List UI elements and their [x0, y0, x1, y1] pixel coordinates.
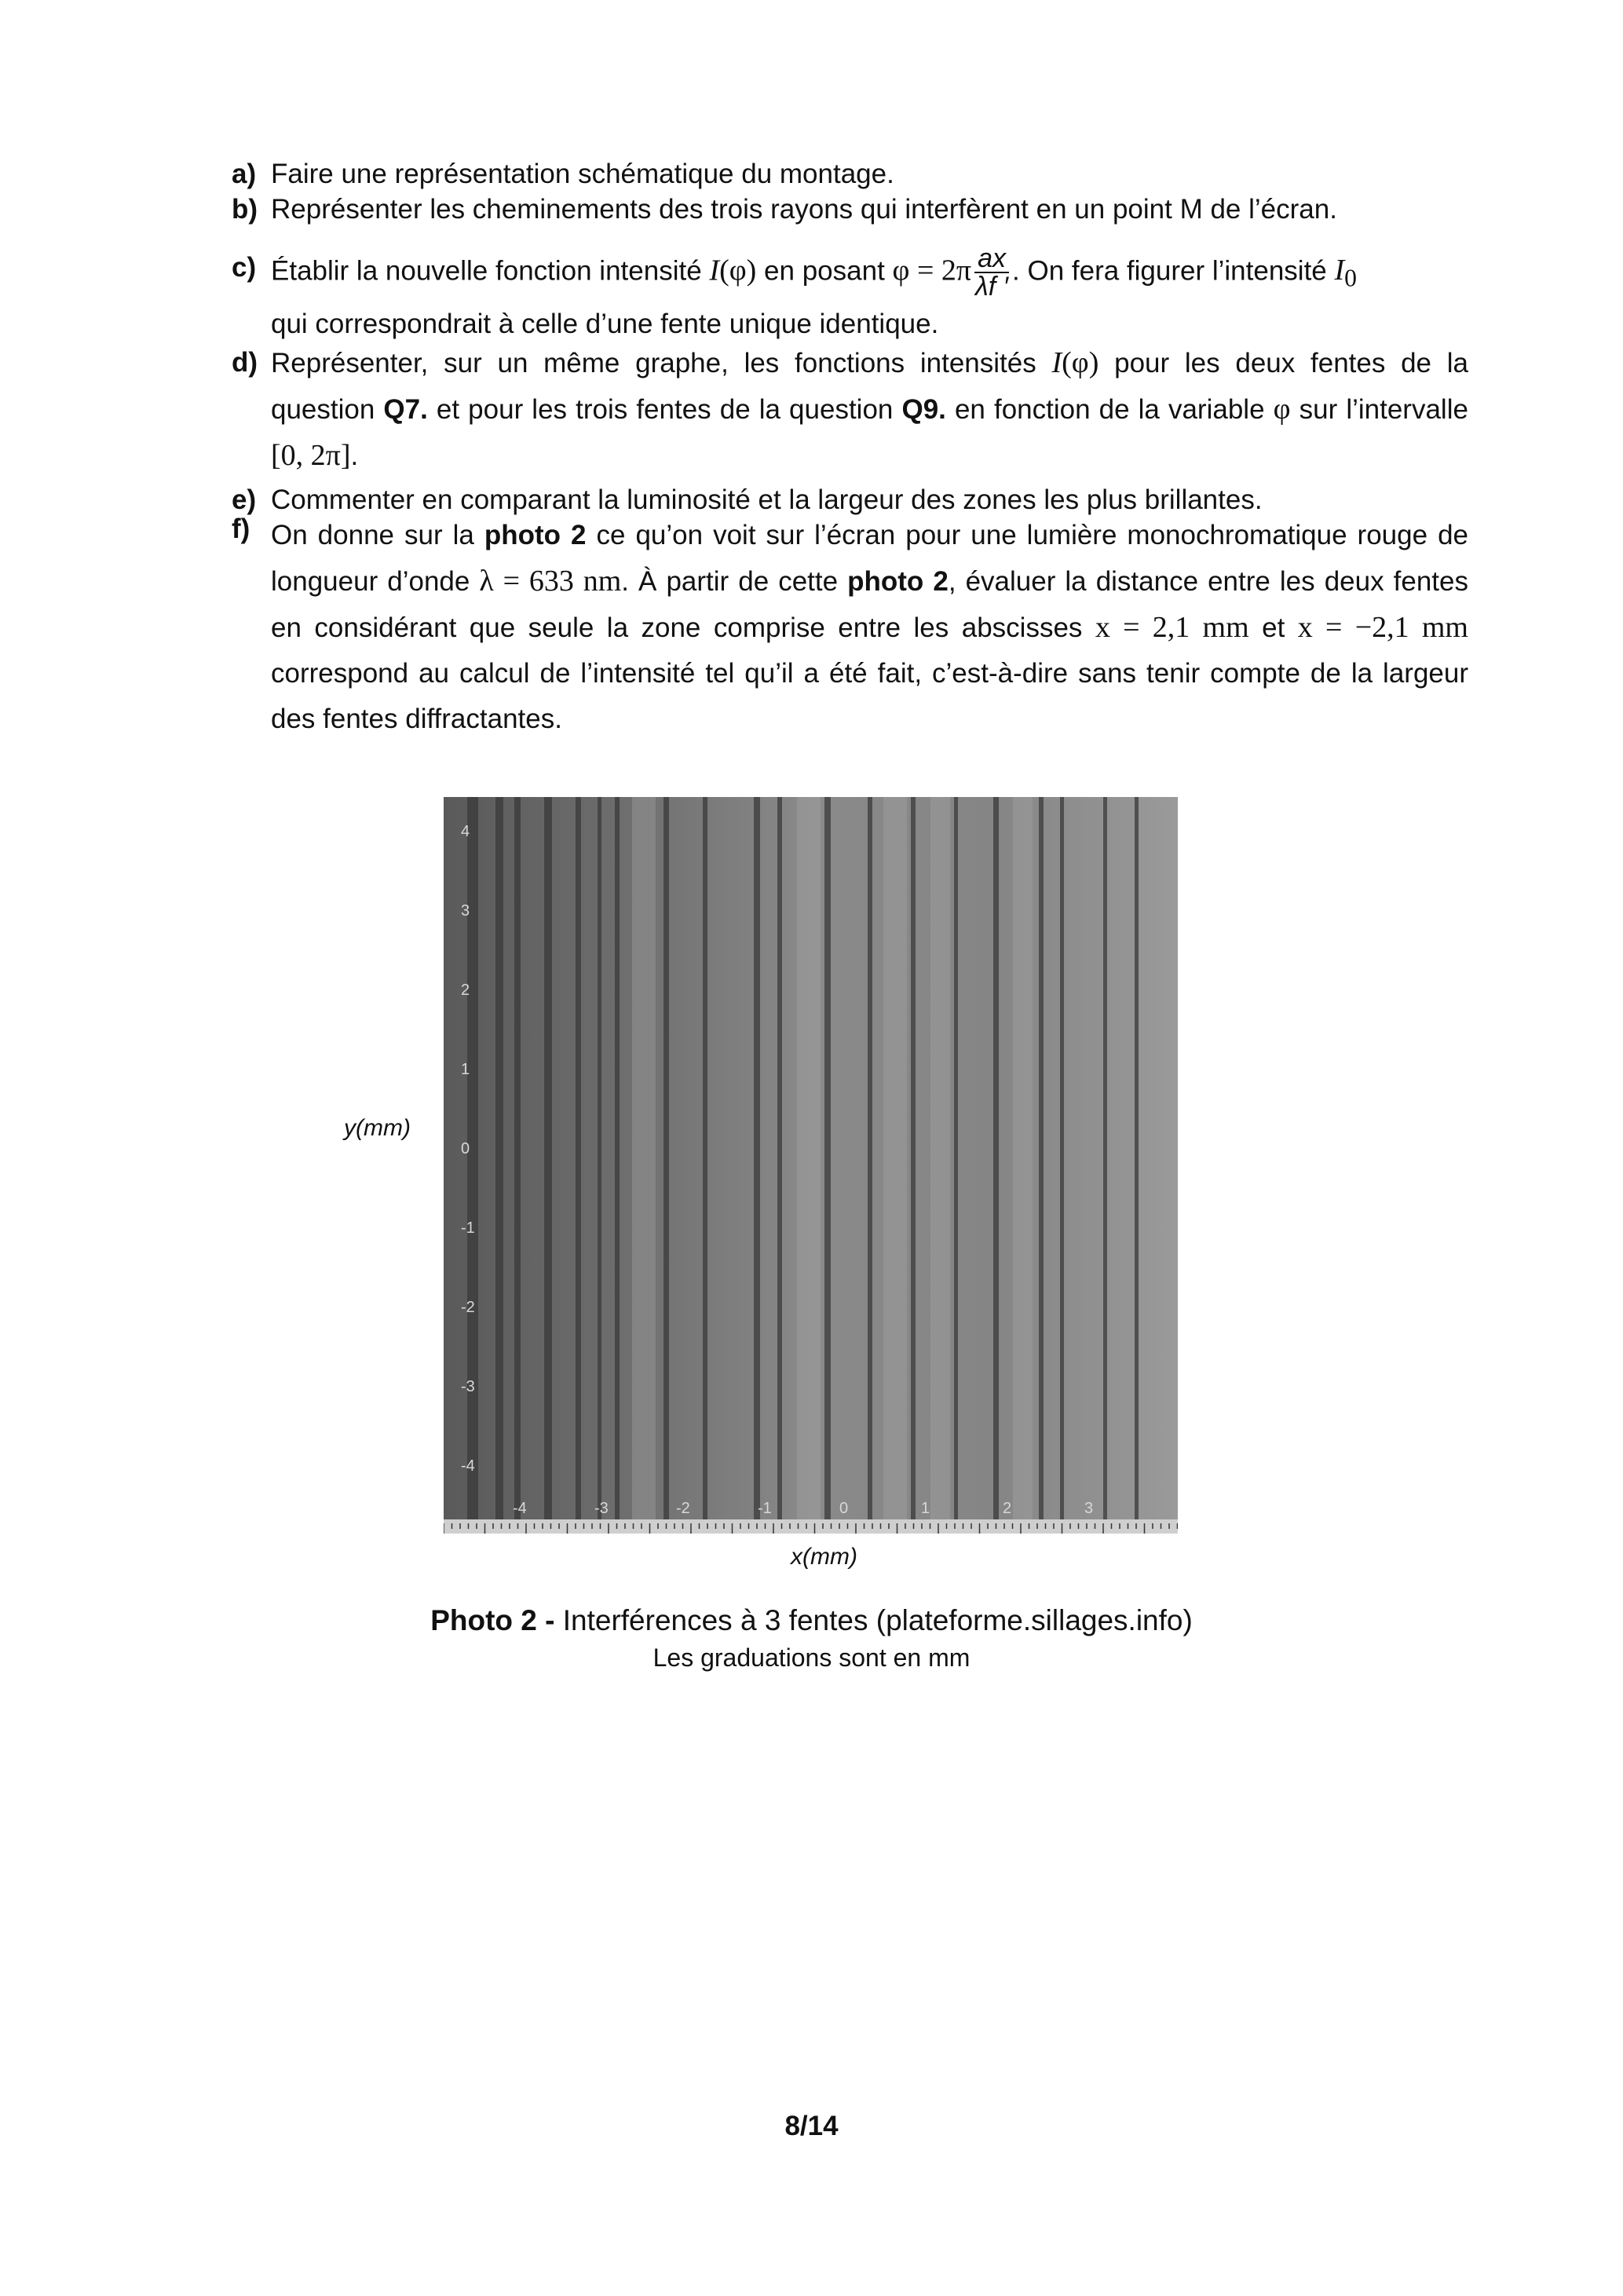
question-c-text — [271, 245, 1468, 347]
dark-fringe — [777, 797, 782, 1519]
x-ruler — [444, 1519, 1178, 1534]
question-f-text-4: , évaluer la distance entre les deux fentes en considérant que seule la zone comprise entre les abscisses — [271, 566, 1468, 643]
question-f-text-6: correspond au calcul de l’intensité tel qu’il a été fait, c’est-à-dire sans tenir compte de la largeur des fentes diffractantes. — [271, 658, 1468, 734]
x-tick-label: -3 — [594, 1500, 609, 1517]
question-d-label: d) — [232, 347, 258, 378]
y-tick-label: -1 — [461, 1219, 475, 1237]
dark-fringe — [544, 797, 552, 1519]
y-axis-label-text: y(mm) — [344, 1115, 411, 1141]
question-c-text-3: . On fera figurer l’intensité — [1012, 255, 1327, 287]
y-tick-label: 2 — [461, 982, 470, 999]
phi-symbol: φ — [1273, 393, 1291, 426]
x-axis-label-text: x(mm) — [791, 1544, 857, 1570]
question-f-label: f) — [232, 514, 250, 544]
question-f-text-1: On donne sur la — [271, 520, 474, 550]
question-d-text-1: Représenter, sur un même graphe, les fonctions intensités — [271, 348, 1036, 378]
y-tick-label: -4 — [461, 1457, 475, 1475]
intensity-function — [709, 254, 756, 287]
question-e-label: e) — [232, 484, 257, 515]
dark-fringe — [663, 797, 669, 1519]
phase-fraction — [974, 245, 1009, 300]
y-tick-label: 4 — [461, 823, 470, 840]
bright-band — [883, 797, 907, 1519]
interference-photo — [444, 797, 1178, 1534]
y-tick-label: 3 — [461, 902, 470, 919]
intensity-symbol: I — [1051, 346, 1062, 379]
dark-fringe — [954, 797, 958, 1519]
question-d — [232, 340, 1468, 479]
intensity-ref-subscript: 0 — [1344, 264, 1357, 292]
dark-fringe — [1060, 797, 1064, 1519]
question-ref-q9: Q9. — [901, 394, 946, 425]
question-e — [232, 484, 1468, 517]
x-axis-label — [791, 1544, 857, 1570]
dark-fringe — [495, 797, 503, 1519]
dark-fringe — [1103, 797, 1107, 1519]
question-b-text: Représenter les cheminements des trois rayons qui interfèrent en un point M de l’écran. — [271, 194, 1337, 225]
wavelength-value: λ = 633 nm — [479, 565, 622, 598]
dark-fringe — [576, 797, 581, 1519]
question-a-label: a) — [232, 159, 257, 189]
x-tick-label: -4 — [513, 1500, 527, 1517]
bright-band — [797, 797, 821, 1519]
question-c-label: c) — [232, 252, 257, 283]
question-d-text-5: sur l’intervalle — [1299, 394, 1468, 425]
question-d-text-3: et pour les trois fentes de la question — [436, 394, 894, 425]
intensity-symbol: I — [709, 254, 720, 287]
question-e-text: Commenter en comparant la luminosité et la largeur des zones les plus brillantes. — [271, 484, 1263, 515]
intensity-reference — [1334, 254, 1357, 292]
question-b-label: b) — [232, 194, 258, 225]
phi-interval: [0, 2π] — [271, 439, 351, 472]
x-tick-label: -2 — [676, 1500, 690, 1517]
question-c — [232, 245, 1468, 347]
bright-band — [632, 797, 656, 1519]
dark-fringe — [703, 797, 707, 1519]
question-d-text — [271, 340, 1468, 479]
dark-fringe — [1039, 797, 1044, 1519]
photo-ref: photo 2 — [484, 520, 587, 550]
x-tick-label: 3 — [1084, 1500, 1094, 1517]
x-tick-label: 0 — [839, 1500, 849, 1517]
caption-text: Interférences à 3 fentes (plateforme.sillages.info) — [554, 1604, 1193, 1636]
caption-bold: Photo 2 - — [430, 1604, 555, 1636]
dark-fringe — [911, 797, 916, 1519]
page-number: 8/14 — [784, 2111, 839, 2141]
x-tick-label: 2 — [1003, 1500, 1012, 1517]
dark-fringe — [824, 797, 831, 1519]
x-tick-label: -1 — [758, 1500, 772, 1517]
question-a-text: Faire une représentation schématique du montage. — [271, 159, 894, 189]
x-tick-label: 1 — [921, 1500, 930, 1517]
fraction-numerator: ax — [974, 245, 1009, 273]
photo-ref-2: photo 2 — [847, 566, 949, 597]
question-f-text-2: ce qu’on voit sur l’écran pour une lumière monochromatique rouge de longueur d’onde — [271, 520, 1468, 597]
intensity-function — [1051, 346, 1098, 379]
y-tick-label: -3 — [461, 1378, 475, 1395]
dark-fringe — [1135, 797, 1139, 1519]
question-f-text — [271, 513, 1468, 742]
bright-band — [930, 797, 950, 1519]
dark-fringe — [598, 797, 601, 1519]
dark-fringe — [868, 797, 872, 1519]
question-d-text-4: en fonction de la variable — [954, 394, 1265, 425]
abscissa-negative: x = −2,1 mm — [1297, 611, 1468, 644]
abscissa-positive: x = 2,1 mm — [1095, 611, 1249, 644]
question-f — [232, 513, 1468, 742]
question-b — [232, 187, 1468, 232]
question-c-text-2: en posant — [764, 255, 885, 287]
question-c-text-1: Établir la nouvelle fonction intensité — [271, 255, 702, 287]
phi-definition: φ = 2π — [892, 254, 972, 287]
dark-fringe — [514, 797, 521, 1519]
bright-band — [1013, 797, 1033, 1519]
photo-caption-sub: Les graduations sont en mm — [652, 1643, 971, 1672]
dark-fringe — [754, 797, 760, 1519]
question-d-text-2: pour les deux fentes de la question — [271, 348, 1468, 425]
y-tick-label: -2 — [461, 1299, 475, 1316]
question-d-text-6: . — [350, 441, 359, 471]
y-tick-label: 0 — [461, 1140, 470, 1157]
question-f-text-5: et — [1262, 612, 1285, 643]
question-f-text-3: . À partir de cette — [621, 566, 839, 597]
y-axis-label — [344, 1115, 411, 1142]
fraction-denominator: λf ′ — [975, 272, 1009, 302]
phi-argument: (φ) — [719, 254, 757, 287]
y-tick-label: 1 — [461, 1061, 470, 1078]
dark-fringe — [615, 797, 620, 1519]
question-ref-q7: Q7. — [383, 394, 428, 425]
dark-fringe — [993, 797, 999, 1519]
intensity-ref-symbol: I — [1334, 254, 1345, 287]
question-c-text-4: qui correspondrait à celle d’une fente unique identique. — [271, 308, 939, 339]
phi-argument: (φ) — [1062, 346, 1099, 379]
photo-caption — [0, 1604, 1623, 1637]
